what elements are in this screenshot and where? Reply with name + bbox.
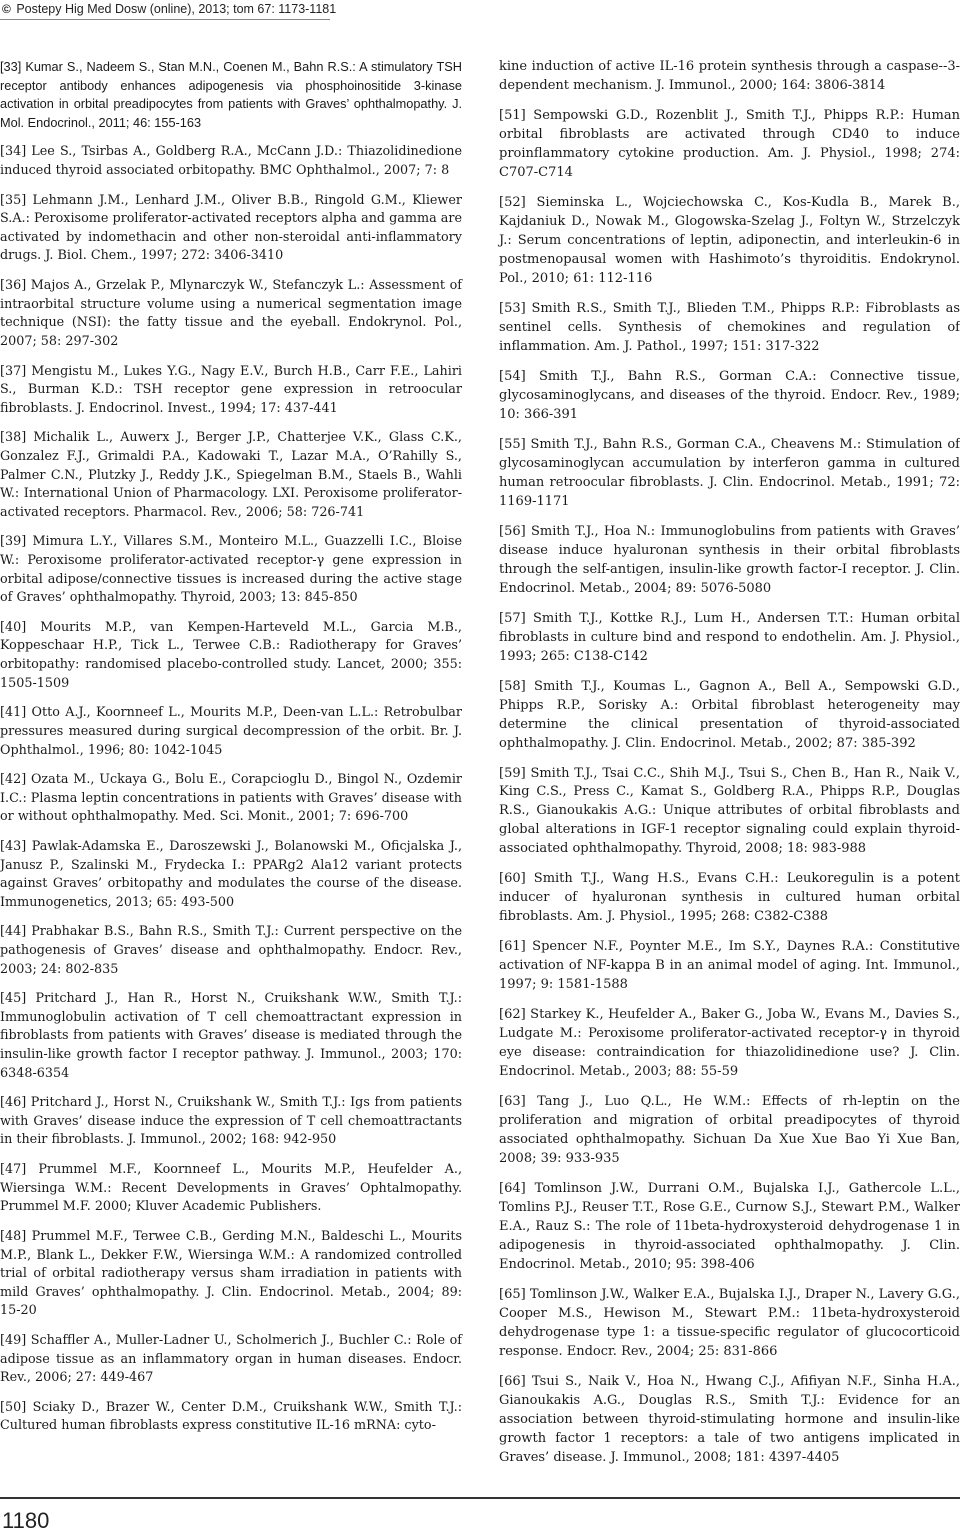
reference-34: [34] Lee S., Tsirbas A., Goldberg R.A., McCann J.D.: Thiazolidinedione induced thyroid associated orbitopathy. BMC Ophthalmol., 2007; 7: 8 <box>0 144 462 179</box>
reference-55: [55] Smith T.J., Bahn R.S., Gorman C.A., Cheavens M.: Stimulation of glycosaminoglycan accumulation by interferon gamma in cultured human retroocular fibroblasts. J. Clin. Endocrinol. Metab., 1991; 72: 1169-1171 <box>499 436 960 509</box>
reference-58: [58] Smith T.J., Koumas L., Gagnon A., Bell A., Sempowski G.D., Phipps R.P., Sorisky A.: Orbital fibroblast heterogeneity may determine the clinical presentation of thyroid-associated ophthalmopathy. J. Clin. Endocrinol. Metab., 2002; 87: 385-392 <box>499 678 960 751</box>
reference-51: [51] Sempowski G.D., Rozenblit J., Smith T.J., Phipps R.P.: Human orbital fibroblasts are activated through CD40 to induce proinflammatory cytokine production. Am. J. Physiol., 1998; 274: C707-C714 <box>499 107 960 180</box>
reference-48: [48] Prummel M.F., Terwee C.B., Gerding M.N., Baldeschi L., Mourits M.P., Blank L., Dekker F.W., Wiersinga W.M.: A randomized controlled trial of orbital radiotherapy versus sham irradiation in patients with mild Graves’ ophthalmopathy. J. Clin. Endocrinol. Metab., 2004; 89: 15-20 <box>0 1228 462 1319</box>
page-number: 1180 <box>2 1508 50 1533</box>
reference-43: [43] Pawlak-Adamska E., Daroszewski J., Bolanowski M., Oficjalska J., Janusz P., Szalinski M., Frydecka I.: PPARg2 Ala12 variant protects against Graves’ orbitopathy and modulates the course of the disease. Immunogenetics, 2013; 65: 493-500 <box>0 838 462 910</box>
reference-56: [56] Smith T.J., Hoa N.: Immunoglobulins from patients with Graves’ disease induce hyaluronan synthesis in their orbital fibroblasts through the self-antigen, insulin-like growth factor-I receptor. J. Clin. Endocrinol. Metab., 2004; 89: 5076-5080 <box>499 523 960 596</box>
running-header <box>0 0 336 18</box>
reference-60: [60] Smith T.J., Wang H.S., Evans C.H.: Leukoregulin is a potent inducer of hyaluronan synthesis in cultured human orbital fibroblasts. Am. J. Physiol., 1995; 268: C382-C388 <box>499 871 960 925</box>
reference-54: [54] Smith T.J., Bahn R.S., Gorman C.A.: Connective tissue, glycosaminoglycans, and diseases of the thyroid. Endocr. Rev., 1989; 10: 366-391 <box>499 368 960 422</box>
reference-62: [62] Starkey K., Heufelder A., Baker G., Joba W., Evans M., Davies S., Ludgate M.: Peroxisome proliferator-activated receptor-γ in thyroid eye disease: contraindication for thiazolidinedione use? J. Clin. Endocrinol. Metab., 2003; 88: 55-59 <box>499 1007 960 1080</box>
reference-46: [46] Pritchard J., Horst N., Cruikshank W., Smith T.J.: Igs from patients with Graves’ disease induce the expression of T cell chemoattractants in their fibroblasts. J. Immunol., 2002; 168: 942-950 <box>0 1095 462 1148</box>
reference-59: [59] Smith T.J., Tsai C.C., Shih M.J., Tsui S., Chen B., Han R., Naik V., King C.S., Press C., Kamat S., Goldberg R.A., Phipps R.P., Douglas R.S., Gianoukakis A.G.: Unique attributes of orbital fibroblasts and global alterations in IGF-1 receptor signaling could explain thyroid-associated ophthalmopathy. Thyroid, 2008; 18: 983-988 <box>499 765 960 857</box>
footer-rule <box>0 1497 960 1499</box>
reference-35: [35] Lehmann J.M., Lenhard J.M., Oliver B.B., Ringold G.M., Kliewer S.A.: Peroxisome proliferator-activated receptors alpha and gamma are activated by indomethacin and other non-steroidal anti-inflammatory drugs. J. Biol. Chem., 1997; 272: 3406-3410 <box>0 192 462 264</box>
reference-42: [42] Ozata M., Uckaya G., Bolu E., Corapcioglu D., Bingol N., Ozdemir I.C.: Plasma leptin concentrations in patients with Graves’ disease with or without ophthalmopathy. Med. Sci. Monit., 2001; 7: 696-700 <box>0 772 462 825</box>
references-right-column <box>499 58 960 1479</box>
reference-50: [50] Sciaky D., Brazer W., Center D.M., Cruikshank W.W., Smith T.J.: Cultured human fibroblasts express constitutive IL-16 mRNA: cyto- <box>0 1399 462 1434</box>
reference-45: [45] Pritchard J., Han R., Horst N., Cruikshank W.W., Smith T.J.: Immunoglobulin activation of T cell chemoattractant expression in fibroblasts from patients with Graves’ disease is mediated through the insulin-like growth factor I receptor pathway. J. Immunol., 2003; 170: 6348-6354 <box>0 991 462 1081</box>
reference-57: [57] Smith T.J., Kottke R.J., Lum H., Andersen T.T.: Human orbital fibroblasts in culture bind and respond to endothelin. Am. J. Physiol., 1993; 265: C138-C142 <box>499 610 960 664</box>
reference-37: [37] Mengistu M., Lukes Y.G., Nagy E.V., Burch H.B., Carr F.E., Lahiri S., Burman K.D.: TSH receptor gene expression in retroocular fibroblasts. J. Endocrinol. Invest., 1994; 17: 437-441 <box>0 363 462 416</box>
reference-50-continued: kine induction of active IL-16 protein synthesis through a caspase--3-dependent mechanism. J. Immunol., 2000; 164: 3806-3814 <box>499 59 960 93</box>
reference-38: [38] Michalik L., Auwerx J., Berger J.P., Chatterjee V.K., Glass C.K., Gonzalez F.J., Grimaldi P.A., Kadowaki T., Lazar M.A., O’Rahilly S., Palmer C.N., Plutzky J., Reddy J.K., Spiegelman B.M., Staels B., Wahli W.: International Union of Pharmacology. LXI. Peroxisome proliferator-activated receptors. Pharmacol. Rev., 2006; 58: 726-741 <box>0 430 462 520</box>
reference-39: [39] Mimura L.Y., Villares S.M., Monteiro M.L., Guazzelli I.C., Bloise W.: Peroxisome proliferator-activated receptor-γ gene expression in orbital adipose/connective tissues is increased during the active stage of Graves’ ophthalmopathy. Thyroid, 2003; 13: 845-850 <box>0 534 462 606</box>
reference-52: [52] Sieminska L., Wojciechowska C., Kos-Kudla B., Marek B., Kajdaniuk D., Nowak M., Glogowska-Szelag J., Foltyn W., Strzelczyk J.: Serum concentrations of leptin, adiponectin, and interleukin-6 in postmenopausal women with Hashimoto’s thyroiditis. Endokrynol. Pol., 2010; 61: 112-116 <box>499 194 960 286</box>
reference-40: [40] Mourits M.P., van Kempen-Harteveld M.L., Garcia M.B., Koppeschaar H.P., Tick L., Terwee C.B.: Radiotherapy for Graves’ orbitopathy: randomised placebo-controlled study. Lancet, 2000; 355: 1505-1509 <box>0 619 462 691</box>
reference-44: [44] Prabhakar B.S., Bahn R.S., Smith T.J.: Current perspective on the pathogenesis of Graves’ disease and ophthalmopathy. Endocr. Rev., 2003; 24: 802-835 <box>0 924 462 977</box>
reference-41: [41] Otto A.J., Koornneef L., Mourits M.P., Deen-van L.L.: Retrobulbar pressures measured during surgical decompression of the orbit. Br. J. Ophthalmol., 1996; 80: 1042-1045 <box>0 705 462 758</box>
reference-66: [66] Tsui S., Naik V., Hoa N., Hwang C.J., Afifiyan N.F., Sinha H.A., Gianoukakis A.G., Douglas R.S., Smith T.J.: Evidence for an association between thyroid-stimulating hormone and insulin-like growth factor 1 receptors: a tale of two antigens implicated in Graves’ disease. J. Immunol., 2008; 181: 4397-4405 <box>499 1374 960 1465</box>
header-rule <box>0 19 330 20</box>
references-left-column <box>0 58 462 1447</box>
reference-61: [61] Spencer N.F., Poynter M.E., Im S.Y., Daynes R.A.: Constitutive activation of NF-kappa B in an animal model of aging. Int. Immunol., 1997; 9: 1581-1588 <box>499 939 960 993</box>
reference-64: [64] Tomlinson J.W., Durrani O.M., Bujalska I.J., Gathercole L.L., Tomlins P.J., Reuser T.T., Rose G.E., Curnow S.J., Stewart P.M., Walker E.A., Rauz S.: The role of 11beta-hydroxysteroid dehydrogenase 1 in adipogenesis in thyroid-associated ophthalmopathy. J. Clin. Endocrinol. Metab., 2010; 95: 398-406 <box>499 1181 960 1273</box>
reference-36: [36] Majos A., Grzelak P., Mlynarczyk W., Stefanczyk L.: Assessment of intraorbital structure volume using a numerical segmentation image technique (NSI): the fatty tissue and the eyeball. Endokrynol. Pol., 2007; 58: 297-302 <box>0 278 462 349</box>
copyright-icon: © <box>2 2 11 16</box>
reference-65: [65] Tomlinson J.W., Walker E.A., Bujalska I.J., Draper N., Lavery G.G., Cooper M.S., Hewison M., Stewart P.M.: 11beta-hydroxysteroid dehydrogenase type 1: a tissue-specific regulator of glucocorticoid response. Endocr. Rev., 2004; 25: 831-866 <box>499 1287 960 1360</box>
reference-53: [53] Smith R.S., Smith T.J., Blieden T.M., Phipps R.P.: Fibroblasts as sentinel cells. Synthesis of chemokines and regulation of inflammation. Am. J. Pathol., 1997; 151: 317-322 <box>499 300 960 354</box>
journal-citation: Postepy Hig Med Dosw (online), 2013; tom 67: 1173-1181 <box>16 2 337 16</box>
reference-49: [49] Schaffler A., Muller-Ladner U., Scholmerich J., Buchler C.: Role of adipose tissue as an inflammatory organ in human diseases. Endocr. Rev., 2006; 27: 449-467 <box>0 1332 462 1386</box>
reference-63: [63] Tang J., Luo Q.L., He W.M.: Effects of rh-leptin on the proliferation and migration of orbital preadipocytes of thyroid associated ophthalmopathy. Sichuan Da Xue Xue Bao Yi Xue Ban, 2008; 39: 933-935 <box>499 1094 960 1167</box>
reference-47: [47] Prummel M.F., Koornneef L., Mourits M.P., Heufelder A., Wiersinga W.M.: Recent Developments in Graves’ Ophtalmopathy. Prummel M.F. 2000; Kluver Academic Publishers. <box>0 1162 462 1215</box>
reference-33: [33] Kumar S., Nadeem S., Stan M.N., Coenen M., Bahn R.S.: A stimulatory TSH receptor antibody enhances adipogenesis via phosphoinositide 3-kinase activation in orbital preadipocytes from patients with Graves’ ophthalmopathy. J. Mol. Endocrinol., 2011; 46: 155-163 <box>0 59 462 130</box>
